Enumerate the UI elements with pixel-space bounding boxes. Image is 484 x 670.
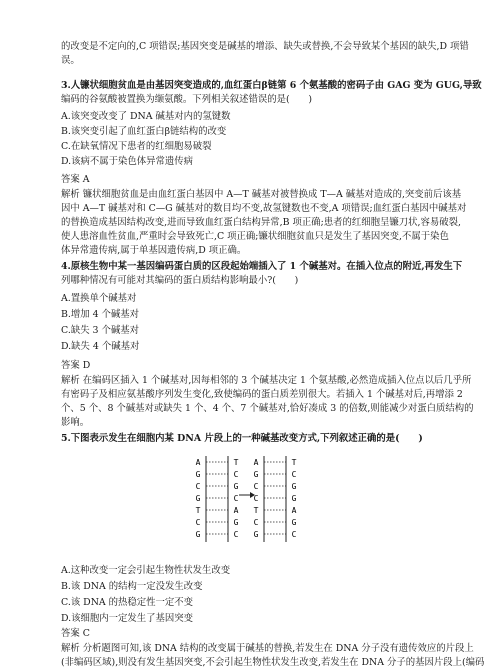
option-a: A.这种改变一定会引起生物性状发生改变 xyxy=(61,565,231,576)
explanation: 解析 分析题图可知,该 DNA 结构的改变属于碱基的替换,若发生在 DNA 分子没有遗传效应的片段上 xyxy=(61,643,474,654)
base-label: G xyxy=(195,470,201,479)
base-label: T xyxy=(233,458,239,467)
option-b: B.该突变引起了血红蛋白β链结构的改变 xyxy=(61,126,227,137)
base-label: G xyxy=(195,530,201,539)
explanation: 解析 在编码区插入 1 个碱基对,因每相邻的 3 个碱基决定 1 个氨基酸,必然造成插入位点以后几乎所 xyxy=(61,375,472,386)
base-label: G xyxy=(291,494,297,503)
option-d: D.缺失 4 个碱基对 xyxy=(61,341,140,352)
base-label: G xyxy=(233,518,239,527)
explanation: 的替换造成基因结构改变,进而导致血红蛋白结构异常,B 项正确;患者的红细胞呈镰刀状,容易破裂, xyxy=(61,217,461,228)
base-label: C xyxy=(291,530,297,539)
explanation: 个、5 个、8 个碱基对或缺失 1 个、4 个、7 个碱基对,恰好凑成 3 的倍数,则能减少对蛋白质结构的 xyxy=(61,403,474,414)
base-label: C xyxy=(253,482,259,491)
question-4-stem: 4.原核生物中某一基因编码蛋白质的区段起始端插入了 1 个碱基对。在插入位点的附近,再发生下 xyxy=(61,261,463,272)
explanation: (非编码区域),则没有发生基因突变,不会引起生物性状发生改变,若发生在 DNA 分子的基因片段上(编码 xyxy=(61,657,484,668)
base-label: G xyxy=(253,470,259,479)
base-label: G xyxy=(233,482,239,491)
option-a: A.置换单个碱基对 xyxy=(61,293,137,304)
base-label: G xyxy=(291,518,297,527)
base-label: C xyxy=(233,494,239,503)
option-c: C.该 DNA 的热稳定性一定不变 xyxy=(61,597,194,608)
base-label: A xyxy=(195,458,201,467)
base-label: A xyxy=(253,458,259,467)
base-label: G xyxy=(195,494,201,503)
option-c: C.在缺氧情况下患者的红细胞易破裂 xyxy=(61,141,212,152)
explanation: 解析 镰状细胞贫血是由血红蛋白基因中 A—T 碱基对被替换成 T—A 碱基对造成的,突变前后该基 xyxy=(61,189,462,200)
base-label: T xyxy=(195,506,201,515)
base-label: C xyxy=(291,470,297,479)
base-label: C xyxy=(195,482,201,491)
answer: 答案 C xyxy=(61,628,90,639)
question-3-stem-cont: 编码的谷氨酸被置换为缬氨酸。下列相关叙述错误的是( ) xyxy=(61,94,313,105)
explanation: 有密码子及相应氨基酸序列发生变化,致使编码的蛋白质差别很大。若插入 1 个碱基对后,再增添 2 xyxy=(61,389,463,400)
option-b: B.增加 4 个碱基对 xyxy=(61,309,140,320)
base-label: C xyxy=(195,518,201,527)
base-label: T xyxy=(291,458,297,467)
base-label: G xyxy=(291,482,297,491)
dna-strand-original xyxy=(196,456,239,542)
base-label: C xyxy=(233,470,239,479)
option-b: B.该 DNA 的结构一定没发生改变 xyxy=(61,581,203,592)
option-d: D.该细胞内一定发生了基因突变 xyxy=(61,613,194,624)
option-d: D.该病不属于染色体异常遗传病 xyxy=(61,156,194,167)
base-label: A xyxy=(233,506,239,515)
dna-mutation-figure xyxy=(190,450,300,550)
question-4-stem-cont: 列哪种情况有可能对其编码的蛋白质结构影响最小?( ) xyxy=(61,275,299,286)
answer: 答案 D xyxy=(61,360,91,371)
base-label: A xyxy=(291,506,297,515)
option-a: A.该突变改变了 DNA 碱基对内的氢键数 xyxy=(61,111,231,122)
option-c: C.缺失 3 个碱基对 xyxy=(61,325,139,336)
question-5-stem: 5.下图表示发生在细胞内某 DNA 片段上的一种碱基改变方式,下列叙述正确的是( ) xyxy=(61,433,423,444)
answer: 答案 A xyxy=(61,174,90,185)
explanation: 因中 A—T 碱基对和 C—G 碱基对的数目均不变,故氢键数也不变,A 项错误;血红蛋白基因中碱基对 xyxy=(61,203,467,214)
explanation: 使人患溶血性贫血,严重时会导致死亡,C 项正确;镰状细胞贫血只是发生了基因突变,不属于染色 xyxy=(61,231,449,242)
dna-strand-mutated xyxy=(254,456,297,542)
text-line: 的改变是不定向的,C 项错误;基因突变是碱基的增添、缺失或替换,不会导致某个基因的缺失,D 项错 xyxy=(61,41,469,52)
explanation: 影响。 xyxy=(61,417,90,428)
explanation: 体异常遗传病,属于单基因遗传病,D 项正确。 xyxy=(61,245,247,256)
base-label: C xyxy=(253,494,259,503)
base-label: C xyxy=(233,530,239,539)
base-label: G xyxy=(253,530,259,539)
base-label: C xyxy=(253,518,259,527)
base-label: T xyxy=(253,506,259,515)
text-line: 误。 xyxy=(61,55,80,66)
question-3-stem: 3.人镰状细胞贫血是由基因突变造成的,血红蛋白β链第 6 个氨基酸的密码子由 GAG 变为 GUG,导致 xyxy=(61,80,482,91)
